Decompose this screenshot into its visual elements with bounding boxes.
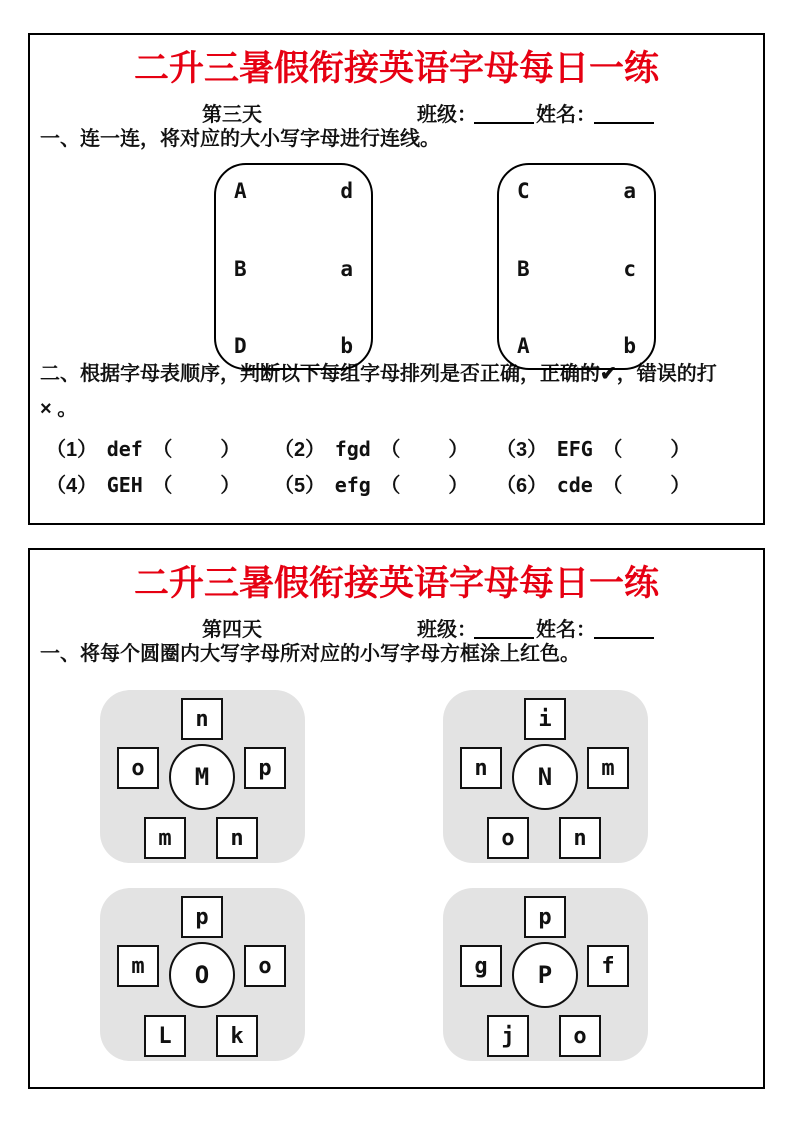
name-blank-line	[594, 613, 654, 639]
worksheet-title: 二升三暑假衔接英语字母每日一练	[133, 564, 659, 603]
answer-paren-open: （	[380, 475, 401, 497]
uppercase-circle: M	[169, 744, 235, 810]
uppercase-circle: O	[169, 942, 235, 1008]
match-row	[234, 334, 353, 358]
match-box-2	[497, 163, 656, 370]
panel-letter-O	[100, 888, 305, 1061]
name-label: 姓名：	[536, 104, 596, 126]
answer-paren-close: ）	[448, 475, 469, 497]
letter-square-left: m	[117, 945, 159, 987]
letter-square-right: p	[244, 747, 286, 789]
letter-square-left: o	[117, 747, 159, 789]
answer-paren-close: ）	[220, 475, 241, 497]
item-letters: GEH	[106, 473, 143, 497]
match-row	[234, 179, 353, 203]
letter-square-bottom-left: L	[144, 1015, 186, 1057]
item-number: （5）	[274, 475, 326, 497]
item-number: （3）	[496, 439, 548, 461]
item-letters: EFG	[556, 437, 593, 461]
match-row	[517, 179, 636, 203]
panel-letter-N	[443, 690, 648, 863]
panel-letter-P	[443, 888, 648, 1061]
letter-square-top: i	[524, 698, 566, 740]
item-letters: efg	[334, 473, 371, 497]
answer-paren-open: （	[152, 475, 173, 497]
letter-square-bottom-left: o	[487, 817, 529, 859]
judge-items	[46, 433, 763, 498]
class-label: 班级：	[417, 104, 477, 126]
match-row	[517, 257, 636, 281]
day-label: 第四天	[202, 619, 262, 641]
lowercase-letter: a	[623, 179, 636, 203]
uppercase-circle: N	[512, 744, 578, 810]
answer-paren-close: ）	[670, 439, 691, 461]
judge-item-1	[46, 433, 274, 462]
header-row	[30, 98, 763, 124]
uppercase-circle: P	[512, 942, 578, 1008]
lowercase-letter: a	[340, 256, 353, 281]
match-box-1	[214, 163, 373, 370]
letter-square-top: n	[181, 698, 223, 740]
uppercase-letter: C	[517, 179, 530, 203]
letter-square-right: o	[244, 945, 286, 987]
uppercase-letter: B	[517, 256, 530, 281]
section2-heading-line2: × 。	[40, 398, 78, 420]
judge-item-6	[496, 469, 763, 498]
worksheet-page-day4	[28, 548, 765, 1089]
item-number: （6）	[496, 475, 548, 497]
name-blank-line	[594, 98, 654, 124]
name-label: 姓名：	[536, 619, 596, 641]
item-letters: def	[106, 437, 143, 461]
item-number: （1）	[46, 439, 98, 461]
class-label: 班级：	[417, 619, 477, 641]
class-blank-line	[474, 98, 534, 124]
answer-paren-open: （	[152, 439, 173, 461]
judge-item-3	[496, 433, 763, 462]
letter-square-top: p	[181, 896, 223, 938]
letter-square-bottom-right: n	[559, 817, 601, 859]
matching-area	[30, 153, 763, 358]
judge-item-2	[274, 433, 496, 462]
header-row	[30, 613, 763, 639]
letter-square-top: p	[524, 896, 566, 938]
letter-square-right: m	[587, 747, 629, 789]
match-row	[234, 257, 353, 281]
answer-paren-close: ）	[670, 475, 691, 497]
lowercase-letter: c	[623, 256, 636, 281]
uppercase-letter: A	[234, 179, 247, 203]
item-letters: fgd	[334, 437, 371, 461]
letter-square-left: n	[460, 747, 502, 789]
uppercase-letter: D	[234, 334, 247, 358]
judge-item-4	[46, 469, 274, 498]
answer-paren-open: （	[602, 439, 623, 461]
lowercase-letter: d	[340, 179, 353, 203]
answer-paren-close: ）	[448, 439, 469, 461]
judge-item-5	[274, 469, 496, 498]
letter-square-bottom-right: n	[216, 817, 258, 859]
item-number: （2）	[274, 439, 326, 461]
section2-heading-line1: 二、根据字母表顺序，判断以下每组字母排列是否正确，正确的✔，错误的打	[40, 363, 717, 385]
section1-heading: 一、连一连，将对应的大小写字母进行连线。	[40, 128, 440, 150]
answer-paren-open: （	[602, 475, 623, 497]
lowercase-letter: b	[340, 334, 353, 358]
worksheet-page-day3	[28, 33, 765, 525]
day-label: 第三天	[202, 104, 262, 126]
color-section-heading: 一、将每个圆圈内大写字母所对应的小写字母方框涂上红色。	[40, 643, 580, 665]
match-row	[517, 334, 636, 358]
uppercase-letter: B	[234, 256, 247, 281]
answer-paren-open: （	[380, 439, 401, 461]
class-blank-line	[474, 613, 534, 639]
item-number: （4）	[46, 475, 98, 497]
letter-square-right: f	[587, 945, 629, 987]
uppercase-letter: A	[517, 334, 530, 358]
item-letters: cde	[556, 473, 593, 497]
letter-square-bottom-left: m	[144, 817, 186, 859]
answer-paren-close: ）	[220, 439, 241, 461]
lowercase-letter: b	[623, 334, 636, 358]
letter-square-left: g	[460, 945, 502, 987]
worksheet-title: 二升三暑假衔接英语字母每日一练	[133, 49, 659, 88]
letter-square-bottom-right: o	[559, 1015, 601, 1057]
letter-square-bottom-left: j	[487, 1015, 529, 1057]
panel-letter-M	[100, 690, 305, 863]
letter-square-bottom-right: k	[216, 1015, 258, 1057]
